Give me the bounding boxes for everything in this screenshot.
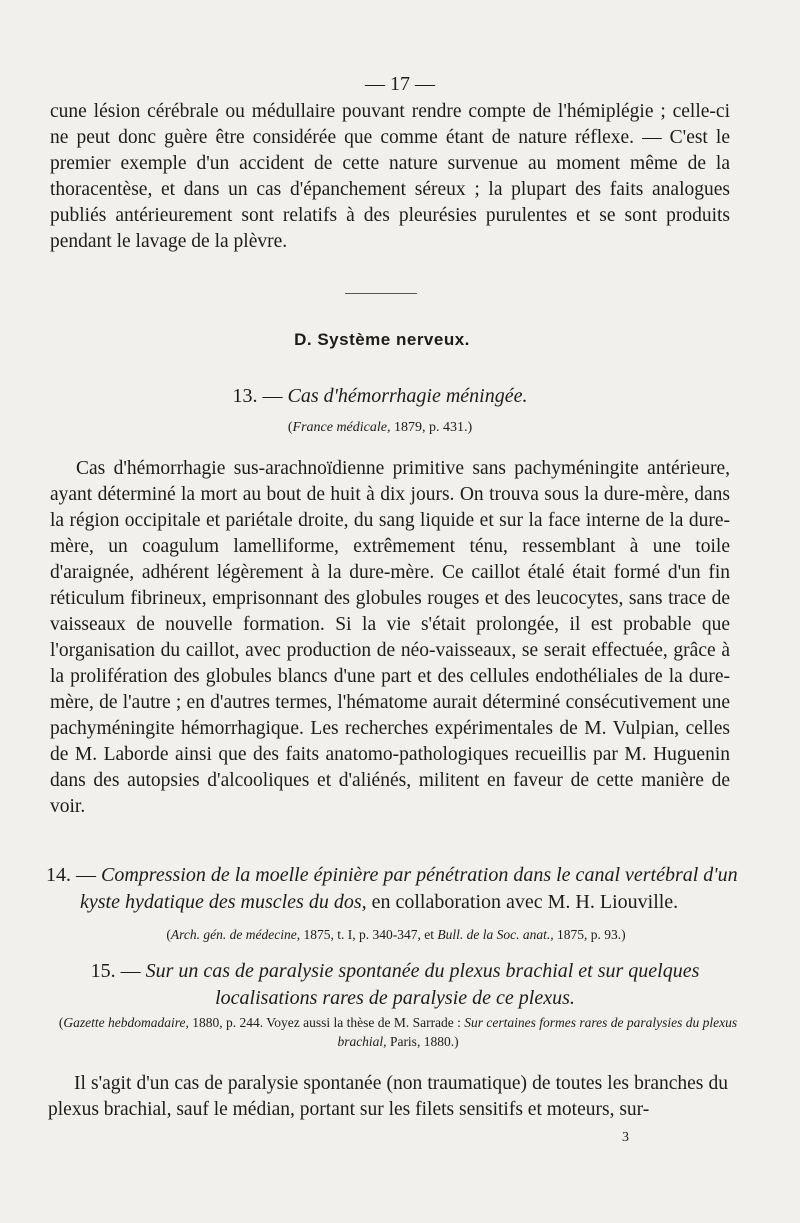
entry-15-number: 15. — (90, 960, 141, 982)
entry-14-collab: en collaboration avec M. H. Liouville. (366, 891, 679, 913)
entry-14-source-journal-1: Arch. gén. de médecine, (170, 927, 301, 942)
paragraph-continuation: cune lésion cérébrale ou médullaire pouvant rendre compte de l'hémiplégie ; celle-ci ne peut donc guère être considérée que comme étant de nature réflexe. — C'est le premier exemple d'un accident de cette nature survenue au moment même de la thoracentèse, et dans un cas d'épanchement séreux ; la plupart des faits analogues publiés antérieurement sont relatifs à des pleurésies purulentes et se sont produits pendant le lavage de la plèvre. (50, 101, 730, 252)
entry-13-body: Cas d'hémorrhagie sus-arachnoïdienne primitive sans pachyméningite antérieure, ayant déterminé la mort au bout de huit à dix jours. On trouva sous la dure-mère, dans la région occipitale et pariétale droite, du sang liquide et sur la face interne de la dure-mère, un coagulum lamelliforme, extrêmement ténu, ressemblant à une toile d'araignée, adhérent légèrement à la dure-mère. Ce caillot étalé était formé d'un fin réticulum fibrineux, emprisonnant des globules rouges et des leucocytes, sans trace de vaisseaux de nouvelle formation. Si la vie s'était prolongée, il est probable que l'organisation du caillot, avec production de néo-vaisseaux, se serait effectuée, grâce à la prolifération des globules blancs d'une part et des cellules endothéliales de la dure-mère, de l'autre ; en d'autres termes, l'hématome aurait déterminé consécutivement une pachyméningite hémorrhagique. Les recherches expérimentales de M. Vulpian, celles de M. Laborde ainsi que des faits anatomo-pathologiques recueillis par M. Huguenin dans des autopsies d'alcooliques et d'aliénés, militent en faveur de cette manière de voir. (50, 458, 730, 817)
entry-14-source-open: ( (166, 927, 171, 942)
entry-15-source-open: ( (58, 1015, 64, 1030)
entry-14-source (46, 927, 746, 943)
entry-14-heading (46, 862, 770, 916)
entry-13-source-rest: 1879, p. 431.) (390, 420, 473, 435)
entry-15-source-rest: Paris, 1880.) (386, 1034, 459, 1049)
entry-15-source-mid: 1880, p. 244. Voyez aussi la thèse de M. Sarrade : (188, 1015, 465, 1030)
entry-14-source-mid: 1875, t. I, p. 340-347, et (300, 927, 438, 942)
entry-15-body: Il s'agit d'un cas de paralysie spontanée (non traumatique) de toutes les branches du plexus brachial, sauf le médian, portant sur les filets sensitifs et moteurs, sur- (48, 1073, 728, 1120)
entry-14-title: Compression de la moelle épinière par pénétration dans le canal vertébral d'un kyste hydatique des muscles du dos, (80, 864, 738, 913)
entry-13-heading (0, 385, 760, 408)
entry-15-source-journal: Gazette hebdomadaire, (63, 1015, 189, 1030)
entry-13-source (0, 420, 760, 436)
section-divider (345, 293, 417, 294)
entry-14-source-journal-2: Bull. de la Soc. anat., (437, 927, 554, 942)
entry-15-source (58, 1013, 738, 1051)
page-number: — 17 — (365, 73, 435, 95)
entry-13-number: 13. — (232, 385, 283, 407)
entry-13-title: Cas d'hémorrhagie méningée. (287, 385, 528, 407)
entry-14-source-rest: 1875, p. 93.) (553, 927, 626, 942)
section-title: D. Système nerveux. (294, 330, 470, 349)
entry-14-number: 14. — (46, 864, 96, 886)
entry-15-heading (50, 958, 740, 1012)
signature-mark: 3 (622, 1130, 629, 1145)
entry-13-source-journal: France médicale, (292, 420, 391, 435)
entry-15-title: Sur un cas de paralysie spontanée du plexus brachial et sur quelques localisations rares de paralysie de ce plexus. (145, 960, 700, 1009)
entry-13-source-open: ( (287, 420, 293, 435)
entry-15-source-thesis: Sur certaines formes rares de paralysies du plexus brachial, (337, 1015, 738, 1049)
